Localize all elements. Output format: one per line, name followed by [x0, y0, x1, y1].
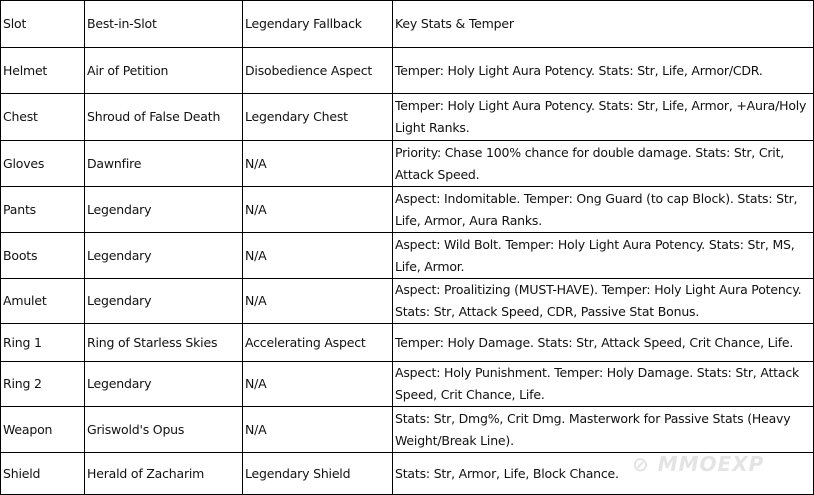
stats-cell: Temper: Holy Light Aura Potency. Stats: Str, Life, Armor, +Aura/Holy Light Ranks. [393, 94, 814, 141]
stats-cell: Priority: Chase 100% chance for double damage. Stats: Str, Crit, Attack Speed. [393, 141, 814, 187]
stats-cell: Aspect: Wild Bolt. Temper: Holy Light Aura Potency. Stats: Str, MS, Life, Armor. [393, 233, 814, 279]
header-stats: Key Stats & Temper [393, 1, 814, 48]
fallback-cell: N/A [243, 279, 393, 324]
table-row [1, 324, 814, 362]
slot-cell: Chest [1, 94, 85, 141]
fallback-cell: Accelerating Aspect [243, 324, 393, 362]
watermark-logo: ⊘ MMOEXP [632, 452, 765, 476]
table-row [1, 94, 814, 141]
slot-cell: Shield [1, 453, 85, 495]
table-row [1, 233, 814, 279]
bis-cell: Herald of Zacharim [85, 453, 243, 495]
slot-cell: Weapon [1, 407, 85, 453]
fallback-cell: N/A [243, 187, 393, 233]
table-row [1, 407, 814, 453]
slot-cell: Gloves [1, 141, 85, 187]
fallback-cell: N/A [243, 362, 393, 407]
stats-cell: Aspect: Holy Punishment. Temper: Holy Damage. Stats: Str, Attack Speed, Crit Chance, Life. [393, 362, 814, 407]
table-row [1, 141, 814, 187]
bis-cell: Griswold's Opus [85, 407, 243, 453]
table-row [1, 279, 814, 324]
bis-cell: Legendary [85, 187, 243, 233]
header-fallback: Legendary Fallback [243, 1, 393, 48]
stats-cell: Temper: Holy Damage. Stats: Str, Attack Speed, Crit Chance, Life. [393, 324, 814, 362]
fallback-cell: N/A [243, 233, 393, 279]
stats-cell: Stats: Str, Armor, Life, Block Chance. [393, 453, 814, 495]
bis-cell: Legendary [85, 362, 243, 407]
fallback-cell: Legendary Shield [243, 453, 393, 495]
table-row [1, 187, 814, 233]
stats-cell: Aspect: Indomitable. Temper: Ong Guard (to cap Block). Stats: Str, Life, Armor, Aura Ranks. [393, 187, 814, 233]
header-slot: Slot [1, 1, 85, 48]
fallback-cell: N/A [243, 141, 393, 187]
slot-cell: Ring 2 [1, 362, 85, 407]
bis-cell: Dawnfire [85, 141, 243, 187]
fallback-cell: Legendary Chest [243, 94, 393, 141]
bis-cell: Ring of Starless Skies [85, 324, 243, 362]
fallback-cell: N/A [243, 407, 393, 453]
bis-cell: Legendary [85, 279, 243, 324]
header-row [1, 1, 814, 48]
table-row [1, 48, 814, 94]
slot-cell: Amulet [1, 279, 85, 324]
table-row [1, 362, 814, 407]
slot-cell: Pants [1, 187, 85, 233]
fallback-cell: Disobedience Aspect [243, 48, 393, 94]
stats-cell: Temper: Holy Light Aura Potency. Stats: Str, Life, Armor/CDR. [393, 48, 814, 94]
stats-cell: Stats: Str, Dmg%, Crit Dmg. Masterwork for Passive Stats (Heavy Weight/Break Line). [393, 407, 814, 453]
slot-cell: Helmet [1, 48, 85, 94]
bis-cell: Air of Petition [85, 48, 243, 94]
bis-cell: Legendary [85, 233, 243, 279]
stats-cell: Aspect: Proalitizing (MUST-HAVE). Temper: Holy Light Aura Potency. Stats: Str, Attack Speed, CDR, Passive Stat Bonus. [393, 279, 814, 324]
slot-cell: Ring 1 [1, 324, 85, 362]
header-bis: Best-in-Slot [85, 1, 243, 48]
bis-cell: Shroud of False Death [85, 94, 243, 141]
slot-cell: Boots [1, 233, 85, 279]
